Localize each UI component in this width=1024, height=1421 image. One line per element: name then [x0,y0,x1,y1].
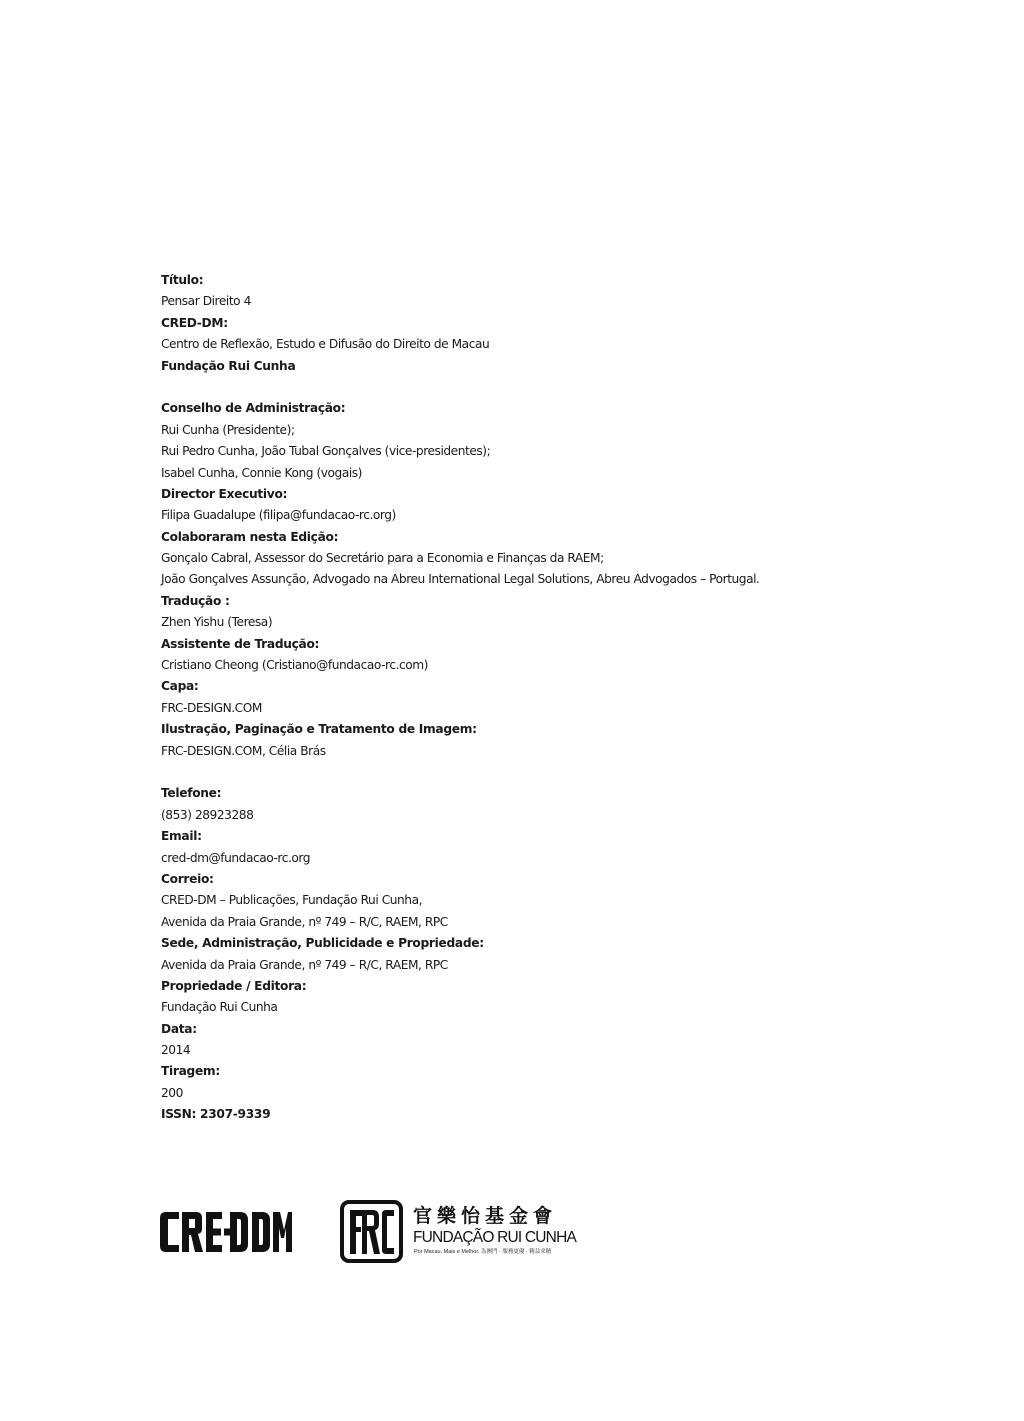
ilustracao-value: FRC-DESIGN.COM, Célia Brás [161,743,326,758]
email-label: Email: [161,829,202,844]
director-value: Filipa Guadalupe (filipa@fundacao-rc.org) [161,508,396,523]
titulo-value: Pensar Direito 4 [161,294,251,309]
correio-label: Correio: [161,871,214,886]
spacer [161,762,921,783]
colophon [161,270,921,1126]
propriedade-label: Propriedade / Editora: [161,978,307,993]
ilustracao-label: Ilustração, Paginação e Tratamento de Imagem: [161,722,477,737]
cred-label: CRED-DM: [161,315,228,330]
colaboraram-value: João Gonçalves Assunção, Advogado na Abreu International Legal Solutions, Abreu Advogados – Portugal. [161,572,760,587]
frc-tagline: Por Macau, Mais e Melhor. 為澳門 · 服務更優 · 精益求精 [414,1249,552,1255]
tiragem-label: Tiragem: [161,1064,220,1079]
assistente-value: Cristiano Cheong (Cristiano@fundacao-rc.com) [161,658,428,673]
fundacao-heading: Fundação Rui Cunha [161,358,296,373]
cred-value: Centro de Reflexão, Estudo e Difusão do Direito de Macau [161,337,490,352]
titulo-label: Título: [161,273,204,287]
data-label: Data: [161,1021,197,1036]
logos [160,1198,600,1268]
traducao-value: Zhen Yishu (Teresa) [161,615,273,630]
correio-value: CRED-DM – Publicações, Fundação Rui Cunha, [161,893,423,908]
sede-value: Avenida da Praia Grande, nº 749 – R/C, RAEM, RPC [161,957,448,972]
data-value: 2014 [161,1043,191,1058]
frc-chinese-name: 官樂怡基金會 [413,1205,558,1227]
conselho-label: Conselho de Administração: [161,401,346,416]
correio-value: Avenida da Praia Grande, nº 749 – R/C, RAEM, RPC [161,914,448,929]
conselho-value: Isabel Cunha, Connie Kong (vogais) [161,465,362,480]
director-label: Director Executivo: [161,486,288,501]
conselho-value: Rui Cunha (Presidente); [161,422,295,437]
creddm-logo [160,1212,292,1252]
capa-label: Capa: [161,679,199,694]
telefone-label: Telefone: [161,786,222,801]
issn: ISSN: 2307-9339 [161,1107,271,1122]
colaboraram-value: Gonçalo Cabral, Assessor do Secretário para a Economia e Finanças da RAEM; [161,551,604,566]
conselho-value: Rui Pedro Cunha, João Tubal Gonçalves (vice-presidentes); [161,444,491,459]
spacer [161,377,921,398]
propriedade-value: Fundação Rui Cunha [161,1000,278,1015]
traducao-label: Tradução : [161,593,230,608]
colaboraram-label: Colaboraram nesta Edição: [161,529,339,544]
tiragem-value: 200 [161,1085,183,1100]
email-value: cred-dm@fundacao-rc.org [161,850,311,865]
frc-portuguese-name: FUNDAÇÃO RUI CUNHA [413,1229,576,1246]
telefone-value: (853) 28923288 [161,807,254,822]
sede-label: Sede, Administração, Publicidade e Propriedade: [161,936,484,951]
capa-value: FRC-DESIGN.COM [161,700,262,715]
assistente-label: Assistente de Tradução: [161,636,320,651]
frc-mark-logo [340,1200,403,1263]
